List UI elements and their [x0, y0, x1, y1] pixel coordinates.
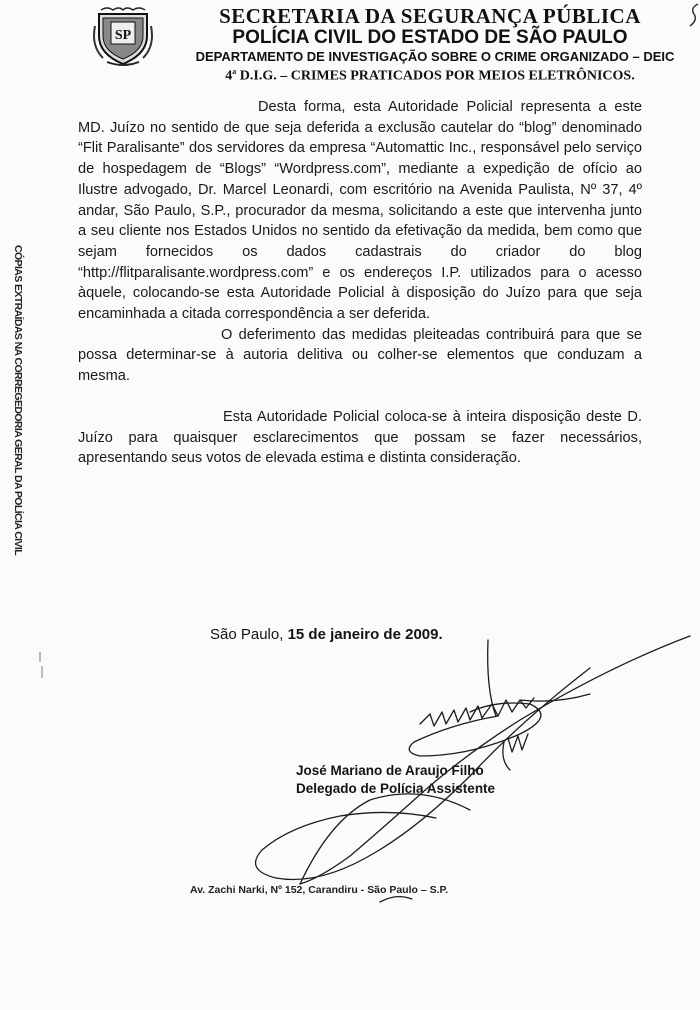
paragraph-closing: Esta Autoridade Policial coloca-se à inteira disposição deste D. Juízo para quaisquer esclarecimentos que possam se fazer necessários, apresentando seus votos de elevada estima e distinta consideração.: [78, 408, 642, 467]
signature-block: [296, 762, 495, 798]
header-secretaria: SECRETARIA DA SEGURANÇA PÚBLICA: [219, 4, 641, 28]
signer-title: Delegado de Polícia Assistente: [296, 781, 496, 796]
header-policia-civil: POLÍCIA CIVIL DO ESTADO DE SÃO PAULO: [232, 27, 628, 48]
header-dig-number: 4: [225, 68, 233, 84]
header-dig-text: D.I.G. – CRIMES PRATICADOS POR MEIOS ELETRÔNICOS.: [236, 68, 635, 84]
paragraph-request: Desta forma, esta Autoridade Policial representa a este MD. Juízo no sentido de que seja deferida a exclusão cautelar do “blog” denominado “Flit Paralisante” dos servidores da empresa “Automattic Inc., responsável pelo serviço de hospedagem de “Blogs” “Wordpress.com”, mediante a expedição de ofício ao Ilustre advogado, Dr. Marcel Leonardi, com escritório na Avenida Paulista, Nº 37, 4º andar, São Paulo, S.P., procurador da mesma, solicitando a este que intervenha junto a seu cliente nos Estados Unidos no sentido da efetivação da medida, bem como que sejam fornecidos os dados cadastrais do criador do blog “http://flitparalisante.wordpress.com” e os endereços I.P. utilizados para o acesso àquele, colocando-se esta Autoridade Policial à disposição do Juízo para que seja encaminhada a citada correspondência a ser deferida.: [78, 99, 642, 323]
date: 15 de janeiro de 2009.: [287, 626, 443, 643]
sao-paulo-coat-of-arms-icon: [93, 6, 153, 68]
place-and-date: [210, 626, 443, 643]
page-edge-mark: [680, 0, 700, 30]
header-dig: [160, 67, 700, 85]
seal-monogram: SP: [114, 28, 132, 43]
letter-body: [78, 97, 642, 469]
paragraph-justification: O deferimento das medidas pleiteadas contribuirá para que se possa determinar-se à autoria delitiva ou colher-se elementos que conduzam a mesma.: [78, 326, 642, 385]
margin-mark: [36, 650, 46, 680]
side-certification-stamp: CÓPIAS EXTRAÍDAS NA CORREGEDORIA GERAL DA POLÍCIA CIVIL: [12, 245, 24, 556]
footer-address: Av. Zachi Narki, Nº 152, Carandiru - São Paulo – S.P.: [190, 884, 449, 896]
signer-name: José Mariano de Araujo Filho: [296, 763, 484, 778]
header-dig-ordinal: a: [232, 67, 237, 76]
place: São Paulo,: [210, 626, 288, 643]
header-departamento: DEPARTAMENTO DE INVESTIGAÇÃO SOBRE O CRIME ORGANIZADO – DEIC: [195, 49, 675, 64]
